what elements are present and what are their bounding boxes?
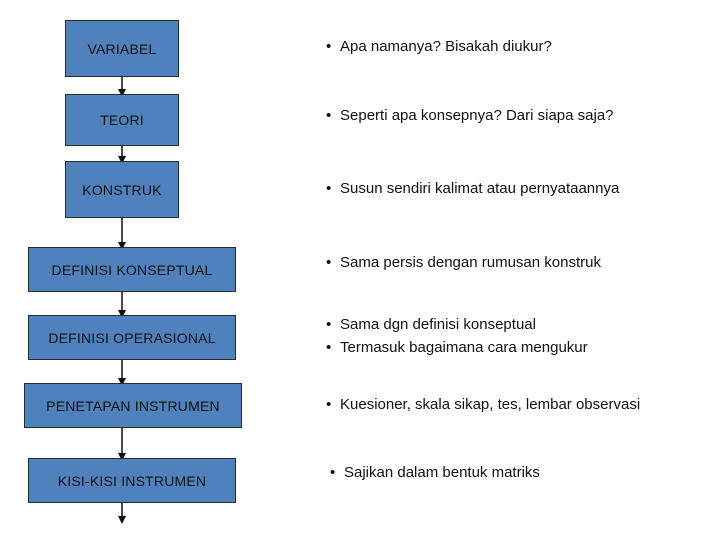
- bullet: •: [326, 107, 332, 124]
- bullet: •: [326, 396, 332, 413]
- step-box-konstruk: [65, 161, 179, 218]
- note-text: Apa namanya? Bisakah diukur?: [340, 38, 552, 55]
- step-box-teori: [65, 94, 179, 146]
- note-konstruk: [326, 177, 619, 200]
- note-definisi-konseptual: [326, 251, 601, 274]
- note-variabel: [326, 35, 552, 58]
- bullet: •: [330, 464, 336, 481]
- note-text: Kuesioner, skala sikap, tes, lembar observasi: [340, 396, 641, 413]
- bullet: •: [326, 180, 332, 197]
- bullet: •: [326, 254, 332, 271]
- step-label: KONSTRUK: [82, 181, 162, 198]
- note-teori: [326, 104, 614, 127]
- note-text: Seperti apa konsepnya? Dari siapa saja?: [340, 107, 614, 124]
- bullet: •: [326, 316, 332, 333]
- step-label: VARIABEL: [87, 40, 157, 57]
- note-penetapan-instrumen: [326, 393, 640, 416]
- note-definisi-operasional: [326, 313, 588, 359]
- note-text: Termasuk bagaimana cara mengukur: [340, 339, 588, 356]
- bullet: •: [326, 339, 332, 356]
- step-label: DEFINISI OPERASIONAL: [48, 329, 216, 346]
- step-label: TEORI: [100, 112, 144, 128]
- step-box-definisi-operasional: [28, 315, 236, 360]
- note-text: Sama persis dengan rumusan konstruk: [340, 254, 601, 271]
- step-box-definisi-konseptual: [28, 247, 236, 292]
- step-label: DEFINISI KONSEPTUAL: [51, 261, 213, 278]
- step-label: KISI-KISI INSTRUMEN: [57, 472, 207, 489]
- step-box-penetapan-instrumen: [24, 383, 242, 428]
- step-box-variabel: [65, 20, 179, 77]
- note-text: Sama dgn definisi konseptual: [340, 316, 536, 333]
- note-kisi-kisi-instrumen: [330, 461, 540, 484]
- bullet: •: [326, 38, 332, 55]
- note-text: Susun sendiri kalimat atau pernyataannya: [340, 180, 620, 197]
- step-box-kisi-kisi-instrumen: [28, 458, 236, 503]
- step-label: PENETAPAN INSTRUMEN: [46, 397, 220, 414]
- note-text: Sajikan dalam bentuk matriks: [344, 464, 540, 481]
